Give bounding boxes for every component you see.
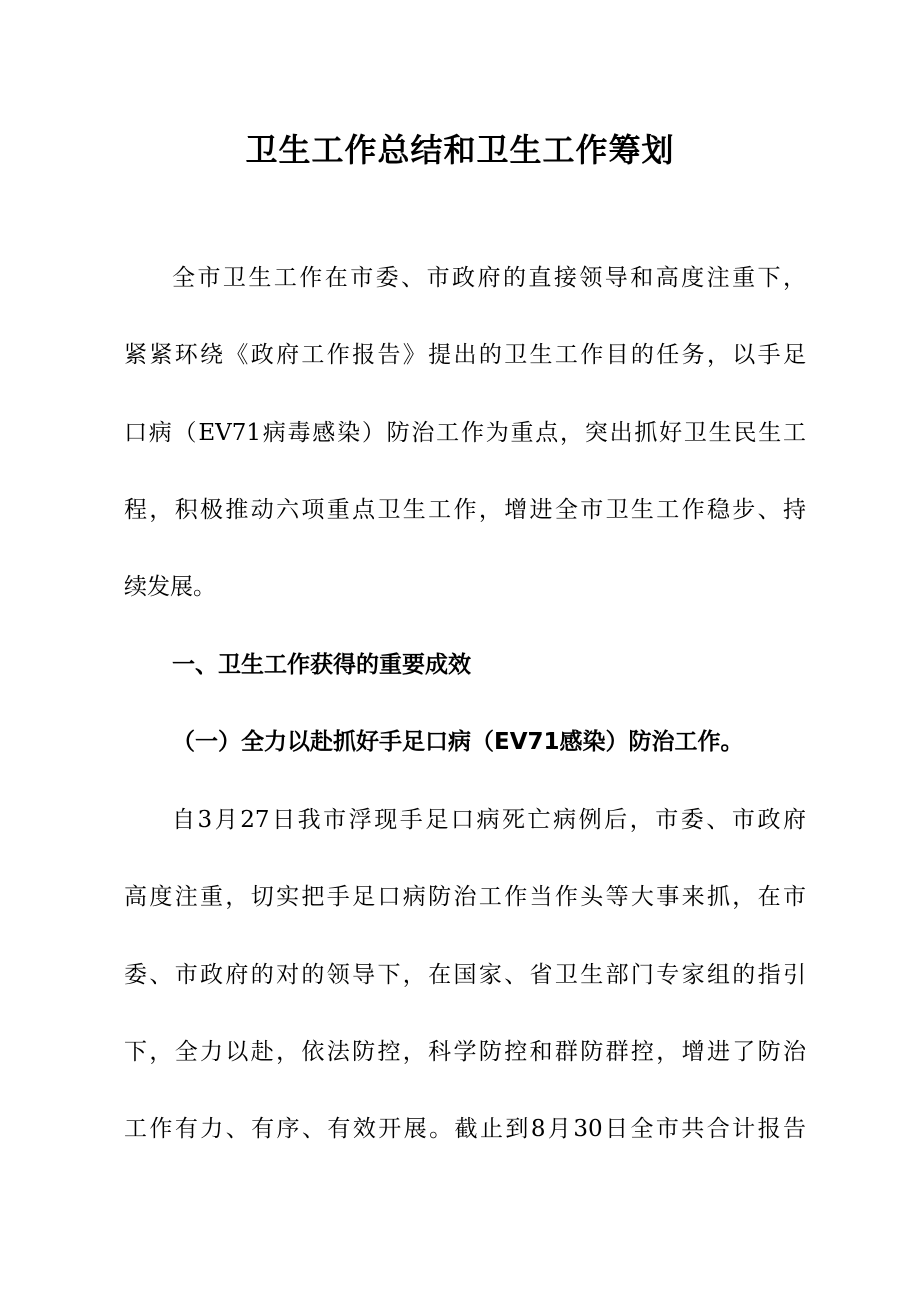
paragraph-line: 工作有力、有序、有效开展。截止到8月30日全市共合计报告: [124, 1116, 806, 1142]
paragraph-line: 程，积极推动六项重点卫生工作，增进全市卫生工作稳步、持: [124, 497, 806, 523]
paragraph-line: 高度注重，切实把手足口病防治工作当作头等大事来抓，在市: [124, 884, 806, 910]
section-heading: 一、卫生工作获得的重要成效: [172, 652, 471, 678]
document-title: 卫生工作总结和卫生工作筹划: [245, 131, 675, 169]
paragraph-line: 自3月27日我市浮现手足口病死亡病例后，市委、市政府: [172, 807, 806, 833]
paragraph-line: 下，全力以赴，依法防控，科学防控和群防群控，增进了防治: [124, 1039, 806, 1065]
paragraph-line: 口病（EV71病毒感染）防治工作为重点，突出抓好卫生民生工: [124, 420, 806, 446]
paragraph-line: 紧紧环绕《政府工作报告》提出的卫生工作目的任务，以手足: [124, 342, 806, 368]
subsection-heading: （一）全力以赴抓好手足口病（EV71感染）防治工作。: [172, 729, 744, 755]
paragraph-line: 全市卫生工作在市委、市政府的直接领导和高度注重下，: [172, 265, 806, 291]
paragraph-line: 委、市政府的对的领导下，在国家、省卫生部门专家组的指引: [124, 962, 806, 988]
paragraph-line: 续发展。: [124, 574, 216, 600]
